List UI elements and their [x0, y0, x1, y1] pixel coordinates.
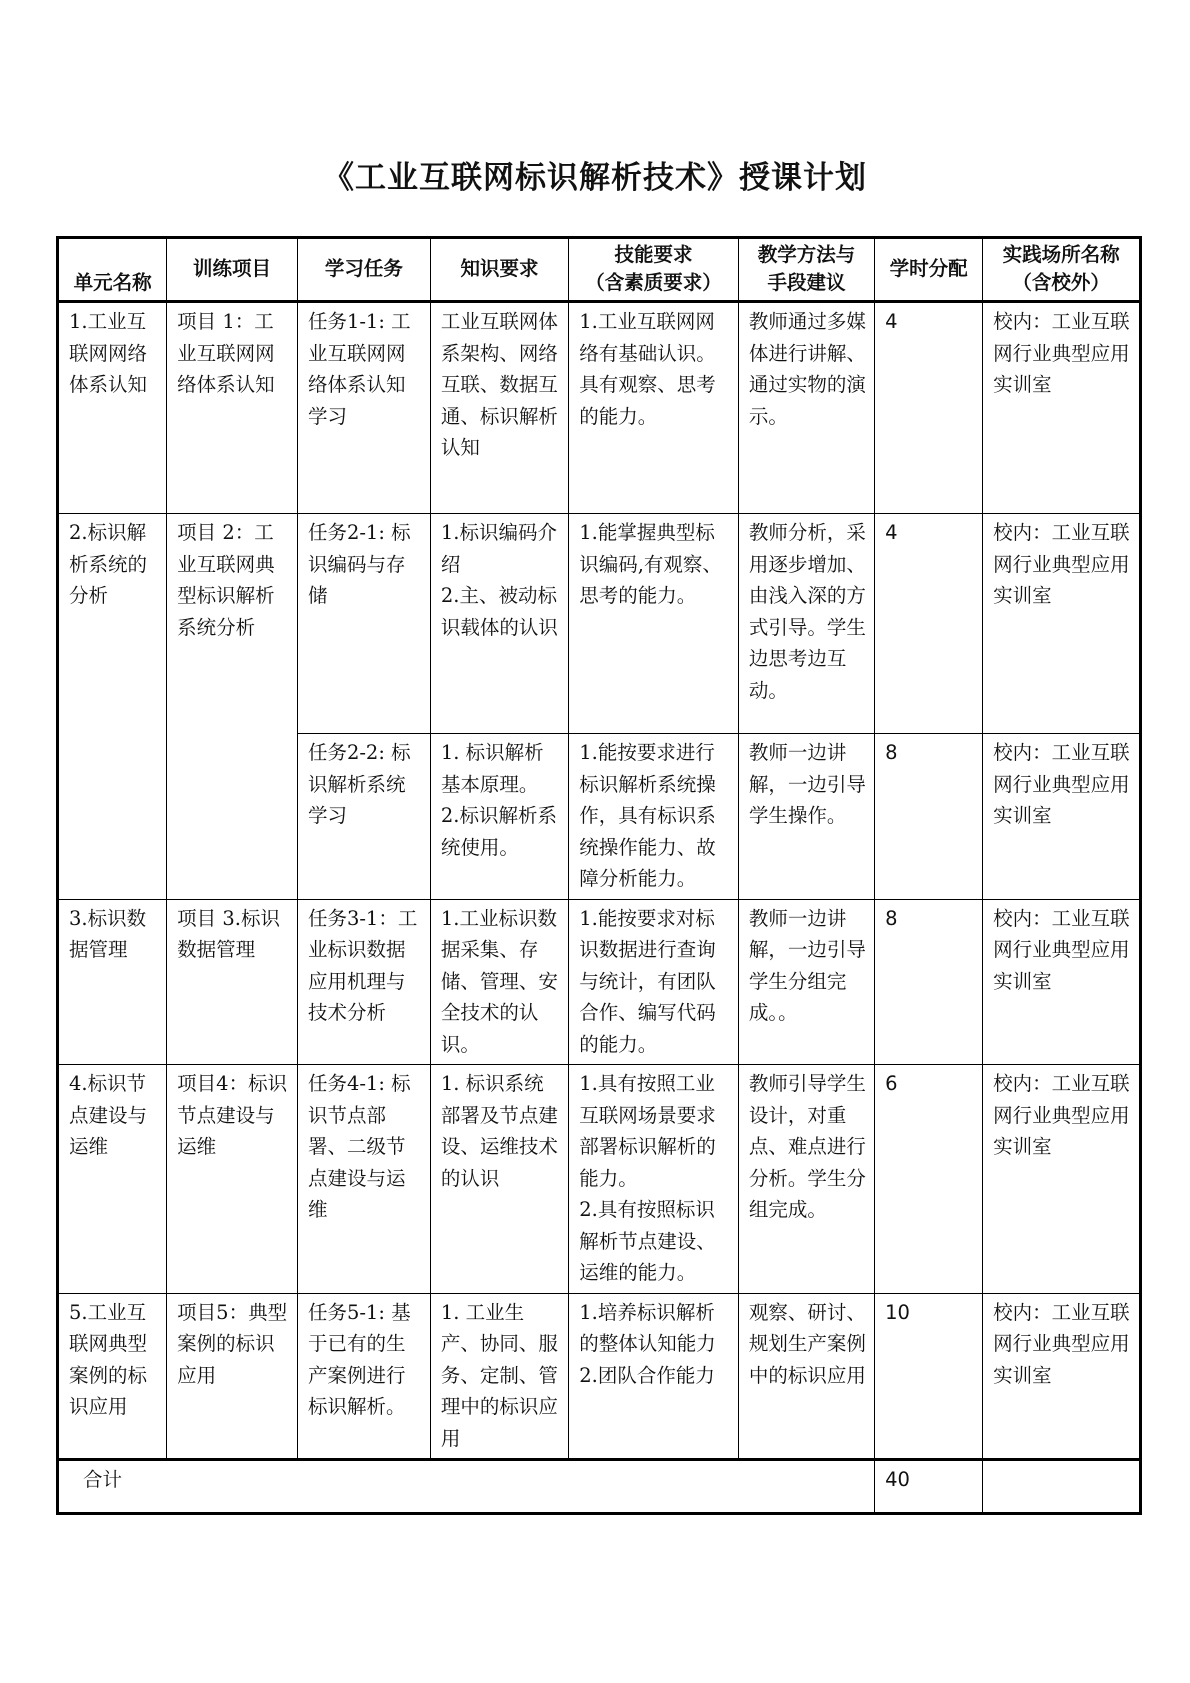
knowledge-cell: 1. 标识系统部署及节点建设、运维技术的认识: [430, 1065, 568, 1294]
header-skill-line2: （含素质要求）: [585, 271, 722, 294]
header-hours: 学时分配: [875, 238, 983, 302]
header-skill-line1: 技能要求: [614, 243, 693, 266]
total-row: [58, 1460, 1141, 1514]
header-project: 训练项目: [167, 238, 298, 302]
method-cell: 教师通过多媒体进行讲解、通过实物的演示。: [738, 302, 874, 514]
header-knowledge: 知识要求: [430, 238, 568, 302]
project-cell: 项目 1：工业互联网网络体系认知: [167, 302, 298, 514]
hours-cell: 6: [875, 1065, 983, 1294]
task-cell: 任务1-1: 工业互联网网络体系认知学习: [297, 302, 430, 514]
hours-cell: 4: [875, 514, 983, 734]
project-cell: 项目 3.标识数据管理: [167, 899, 298, 1065]
knowledge-line: 1. 标识解析基本原理。: [440, 741, 544, 796]
header-skill: [569, 238, 739, 302]
skill-cell: 1.能掌握典型标识编码,有观察、思考的能力。: [569, 514, 739, 734]
unit-cell: 1.工业互联网网络体系认知: [58, 302, 167, 514]
unit-cell: 4.标识节点建设与运维: [58, 1065, 167, 1294]
total-hours: 40: [875, 1460, 983, 1514]
method-cell: 观察、研讨、规划生产案例中的标识应用: [738, 1293, 874, 1460]
knowledge-cell: 1. 工业生产、协同、服务、定制、管理中的标识应用: [430, 1293, 568, 1460]
header-venue-line2: （含校外）: [1012, 271, 1110, 294]
knowledge-cell: 1.工业标识数据采集、存储、管理、安全技术的认识。: [430, 899, 568, 1065]
knowledge-line: 2.主、被动标识载体的认识: [440, 584, 558, 639]
knowledge-cell: [430, 514, 568, 734]
table-row: [58, 899, 1141, 1065]
method-line: 教师一边讲解，一边引导: [748, 741, 866, 796]
project-cell: 项目4：标识节点建设与运维: [167, 1065, 298, 1294]
knowledge-cell: [430, 734, 568, 900]
course-plan-table: [56, 236, 1142, 1515]
table-row: [58, 1065, 1141, 1294]
venue-cell: 校内：工业互联网行业典型应用实训室: [983, 302, 1141, 514]
skill-cell: [569, 1293, 739, 1460]
header-method: [738, 238, 874, 302]
method-line: 教师一边讲解，一边引导: [748, 906, 866, 961]
skill-line: 1.培养标识解析的整体认知能力: [579, 1300, 716, 1355]
knowledge-cell: 工业互联网体系架构、网络互联、数据互通、标识解析认知: [430, 302, 568, 514]
hours-cell: 4: [875, 302, 983, 514]
unit-cell: 2.标识解析系统的分析: [58, 514, 167, 900]
method-cell: [738, 899, 874, 1065]
venue-cell: 校内：工业互联网行业典型应用实训室: [983, 899, 1141, 1065]
skill-line: 2.具有按照标识解析节点建设、运维的能力。: [579, 1198, 716, 1284]
project-cell: 项目5：典型案例的标识应用: [167, 1293, 298, 1460]
method-cell: 教师分析，采用逐步增加、由浅入深的方式引导。学生边思考边互动。: [738, 514, 874, 734]
table-row: [58, 302, 1141, 514]
task-cell: 任务4-1: 标识节点部署、二级节点建设与运维: [297, 1065, 430, 1294]
knowledge-line: 2.标识解析系统使用。: [440, 804, 557, 859]
venue-cell: 校内：工业互联网行业典型应用实训室: [983, 734, 1141, 900]
skill-cell: 1.能按要求进行标识解析系统操作，具有标识系统操作能力、故障分析能力。: [569, 734, 739, 900]
task-cell: 任务2-2: 标识解析系统学习: [297, 734, 430, 900]
method-cell: 教师引导学生设计，对重点、难点进行分析。学生分组完成。: [738, 1065, 874, 1294]
project-cell: 项目 2：工业互联网典型标识解析系统分析: [167, 514, 298, 900]
method-line: 学生分组完成。。: [748, 969, 847, 1024]
method-cell: [738, 734, 874, 900]
header-task: 学习任务: [297, 238, 430, 302]
header-row: [58, 238, 1141, 302]
task-cell: 任务5-1: 基于已有的生产案例进行标识解析。: [297, 1293, 430, 1460]
unit-cell: 3.标识数据管理: [58, 899, 167, 1065]
skill-cell: 1.工业互联网网络有基础认识。具有观察、思考的能力。: [569, 302, 739, 514]
skill-line: 2.团队合作能力: [579, 1363, 715, 1387]
venue-cell: 校内：工业互联网行业典型应用实训室: [983, 1293, 1141, 1460]
knowledge-line: 1.标识编码介绍: [440, 521, 557, 576]
hours-cell: 10: [875, 1293, 983, 1460]
skill-line: 1.具有按照工业互联网场景要求部署标识解析的能力。: [579, 1072, 716, 1190]
task-cell: 任务3-1：工业标识数据应用机理与技术分析: [297, 899, 430, 1065]
header-venue-line1: 实践场所名称: [1002, 243, 1120, 266]
page-title: 《工业互联网标识解析技术》授课计划: [323, 160, 867, 196]
venue-cell: 校内：工业互联网行业典型应用实训室: [983, 1065, 1141, 1294]
header-unit: 单元名称: [58, 238, 167, 302]
total-label: 合计: [58, 1460, 875, 1514]
unit-cell: 5.工业互联网典型案例的标识应用: [58, 1293, 167, 1460]
table-row: [58, 514, 1141, 734]
total-venue: [983, 1460, 1141, 1514]
skill-cell: [569, 1065, 739, 1294]
header-venue: [983, 238, 1141, 302]
header-method-line2: 手段建议: [767, 271, 846, 294]
hours-cell: 8: [875, 899, 983, 1065]
method-line: 学生操作。: [748, 804, 847, 827]
table-row: [58, 1293, 1141, 1460]
venue-cell: 校内：工业互联网行业典型应用实训室: [983, 514, 1141, 734]
skill-cell: 1.能按要求对标识数据进行查询与统计，有团队合作、编写代码的能力。: [569, 899, 739, 1065]
header-method-line1: 教学方法与: [757, 243, 856, 266]
hours-cell: 8: [875, 734, 983, 900]
task-cell: 任务2-1: 标识编码与存储: [297, 514, 430, 734]
